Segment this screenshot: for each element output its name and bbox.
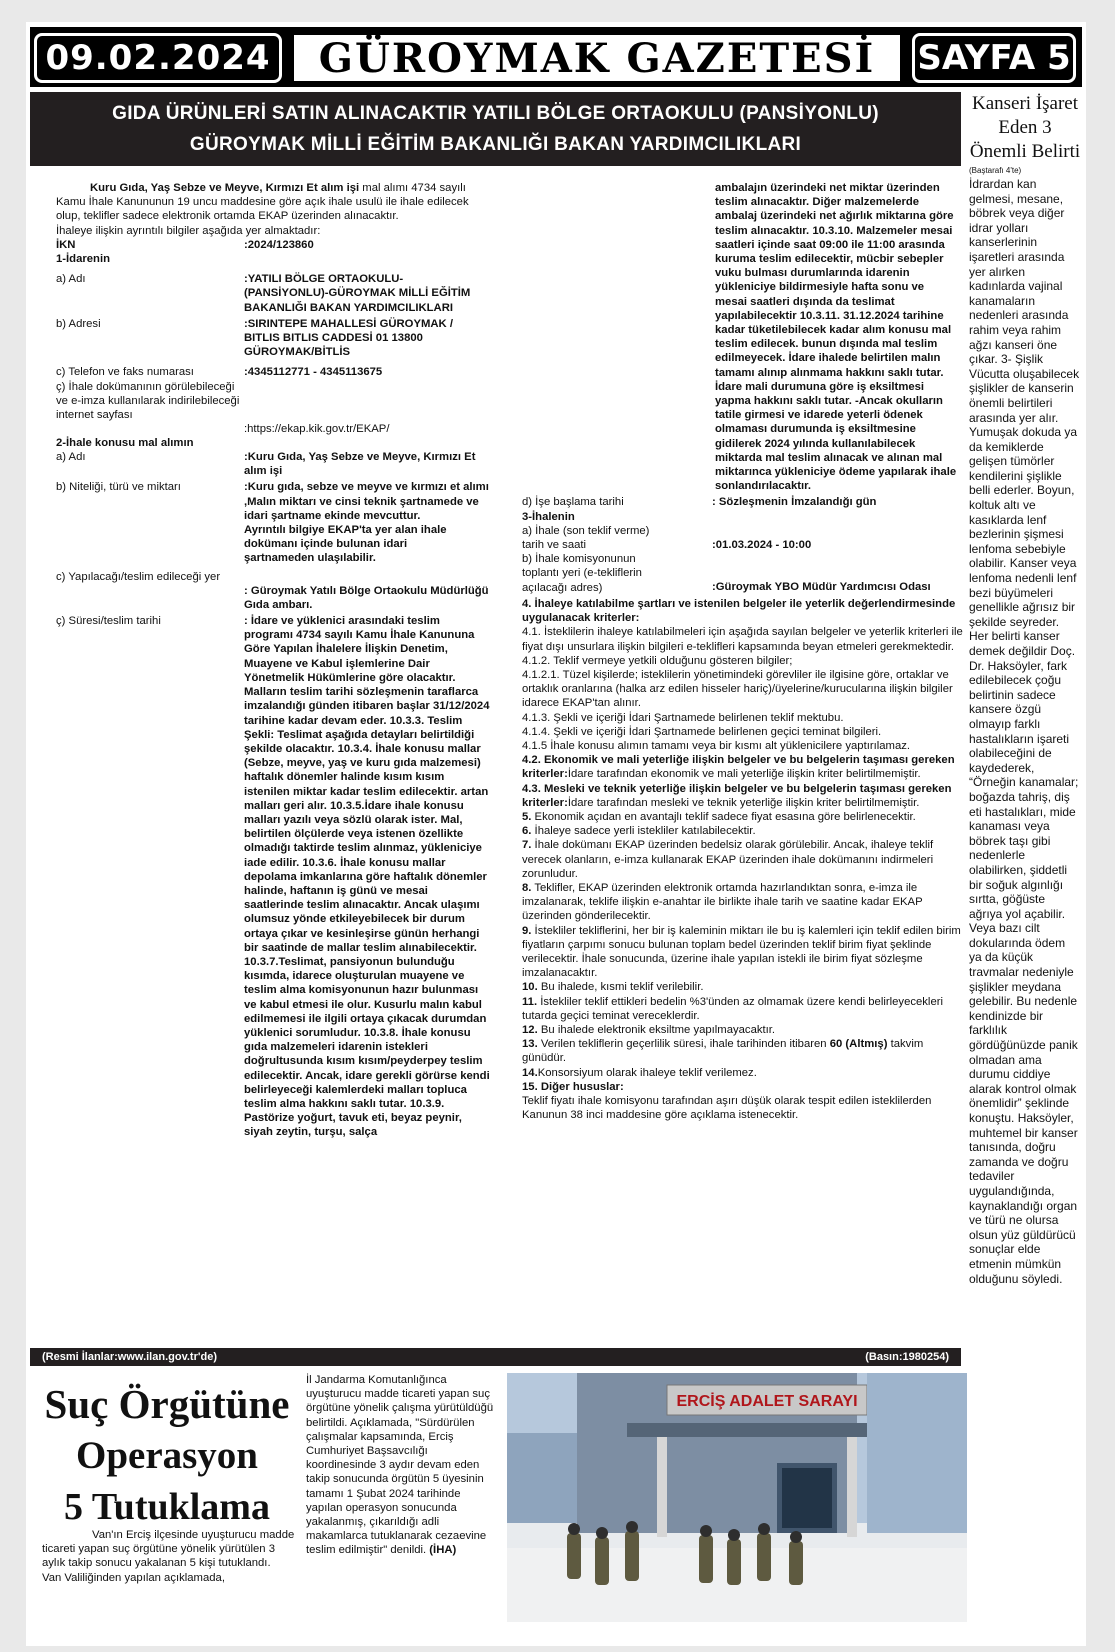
story-lead-text2: Van Valiliğinden yapılan açıklamada, xyxy=(42,1571,225,1584)
para-6: 6. İhaleye sadece yerli istekliler katılabilecektir. xyxy=(522,825,756,838)
tender-intro2: İhaleye ilişkin ayrıntılı bilgiler aşağıda yer almaktadır: xyxy=(56,224,321,237)
start-date-row: d) İşe başlama tarihi : Sözleşmenin İmzalandığı gün xyxy=(522,496,877,509)
story-headline xyxy=(36,1378,298,1532)
ad-footer xyxy=(30,1348,961,1366)
story-body xyxy=(306,1373,499,1558)
tender-ad-heading xyxy=(30,92,961,166)
delivery-place-row: c) Yapılacağı/teslim edileceği yer : Güroymak Yatılı Bölge Ortaokulu Müdürlüğü Gıda ambarı. xyxy=(56,570,489,611)
tender-venue-row: b) İhale komisyonunun toplantı yeri (e-tekliflerin açılacağı adres) :Güroymak YBO Müdür Yardımcısı Odası xyxy=(522,553,931,594)
courthouse-photo-illustration xyxy=(507,1373,967,1622)
para-4-1-3: 4.1.3. Şekli ve içeriği İdari Şartnamede belirlenen teklif mektubu. xyxy=(522,711,844,724)
para-14: 14.Konsorsiyum olarak ihaleye teklif verilemez. xyxy=(522,1066,757,1079)
para-4-1-2-1: 4.1.2.1. Tüzel kişilerde; isteklilerin yönetimindeki görevliler ile ilgisine göre, ortaklar ve ortaklık oranlarına (halka arz edilen hisseler hariç)/üyelerine/kurucularına ilişkin bilgiler idarece EKAP'tan alınır. xyxy=(522,668,953,710)
para-13: 13. Verilen tekliflerin geçerlilik süresi, ihale tarihinden itibaren 60 (Altmış) takvim günüdür. xyxy=(522,1038,924,1065)
para-9: 9. İstekliler tekliflerini, her bir iş kaleminin miktarı ile bu iş kalemleri için teklif edilen birim fiyatların çarpımı sonucu bulunan toplam bedel üzerinden teklif birim fiyat şeklinde verilecektir. İhale sonucunda, üzerine ihale yapılan istekli ile birim fiyat sözleşme imzalanacaktır. xyxy=(522,924,961,980)
sidebar-continuation-note: (Baştarafı 4'te) xyxy=(969,166,1022,175)
masthead xyxy=(30,27,1082,87)
para-8: 8. Teklifler, EKAP üzerinden elektronik ortamda hazırlandıktan sonra, e-imza ile imzalanarak, teklife ilişkin e-anahtar ile birlikte ihale tarih ve saatine kadar EKAP üzerinden gönderilecektir. xyxy=(522,881,923,923)
sidebar-article xyxy=(969,92,1081,1286)
admin-name-row: a) Adı :YATILI BÖLGE ORTAOKULU-(PANSİYONLU)-GÜROYMAK MİLLİ EĞİTİM BAKANLIĞI BAKAN YARDIMCILIKLARI xyxy=(56,273,471,314)
admin-address-row: b) Adresi :SIRINTEPE MAHALLESİ GÜROYMAK / BITLIS BITLIS CADDESİ 01 13800 GÜROYMAK/BİTLİS xyxy=(56,317,453,359)
para-4-1-5: 4.1.5 İhale konusu alımın tamamı veya bir kısmı alt yüklenicilere yaptırılamaz. xyxy=(522,739,911,752)
admin-website-row: ç) İhale dokümanının görülebileceği ve e-imza kullanılarak indirilebileceği internet sayfası :https://ekap.kik.gov.tr/EKAP/ xyxy=(56,380,390,435)
para-12: 12. Bu ihalede elektronik eksiltme yapılmayacaktır. xyxy=(522,1023,776,1036)
para-4-1-2: 4.1.2. Teklif vermeye yetkili olduğunu gösteren bilgiler; xyxy=(522,654,793,667)
para-7: 7. İhale dokümanı EKAP üzerinden bedelsiz olarak görülebilir. Ancak, ihaleye teklif verecek olanların, e-imza kullanarak EKAP üzerinden ihale dokümanını indirmeleri zorunludur. xyxy=(522,839,934,880)
para-15: Teklif fiyatı ihale komisyonu tarafından aşırı düşük olarak tespit edilen isteklilerden Kanunun 38 inci maddesine göre açıklama istenecektir. xyxy=(522,1095,932,1122)
official-ads-link: (Resmi İlanlar:www.ilan.gov.tr'de) xyxy=(42,1351,217,1363)
newspaper-title: GÜROYMAK GAZETESİ xyxy=(292,33,902,83)
courthouse-sign: ERCİŞ ADALET SARAYI xyxy=(676,1393,858,1410)
tender-datetime-row: a) İhale (son teklif verme) tarih ve saati :01.03.2024 - 10:00 xyxy=(522,524,812,552)
para-4-3: 4.3. Mesleki ve teknik yeterliğe ilişkin belgeler ve bu belgelerin taşıması gereken kriterler:İdare tarafından mesleki ve teknik yeterliğe ilişkin kriter belirtilmemiştir. xyxy=(522,782,952,809)
ikn-row: İKN :2024/123860 xyxy=(56,238,314,251)
story-body-text: İl Jandarma Komutanlığınca uyuşturucu madde ticareti yapan suç örgütüne yönelik çalışma yürütüldüğü belirtildi. Açıklamada, "Sürdürülen çalışmalar kapsamında, Erciş Cumhuriyet Başsavcılığı koordinesinde 3 aydır devam eden takip sonucunda örgütün 5 üyesinin tamamı 1 Şubat 2024 tarihinde yapılan operasyon sonucunda yakalanmış, çıkarıldığı adli makamlarca tutuklanarak cezaevine teslim edilmiştir" denildi. xyxy=(306,1374,494,1557)
item-name-row: a) Adı :Kuru Gıda, Yaş Sebze ve Meyve, Kırmızı Et alım işi xyxy=(56,451,476,478)
para-4-1: 4.1. İsteklilerin ihaleye katılabilmeleri için aşağıda sayılan belgeler ve yeterlik kriterleri ile fiyat dışı unsurlara ilişkin bilgileri e-teklifleri kapsamında beyan etmeleri gerekmektedir. xyxy=(522,626,963,653)
item-quantity-row: b) Niteliği, türü ve miktarı :Kuru gıda, sebze ve meyve ve kırmızı et alımı ,Malın miktarı ve cinsi teknik şartnamede ve idari şartname ekinde mevcuttur. Ayrıntılı bilgiye EKAP'ta yer alan ihale dokümanı içinde bulunan idari şartnameden ulaşılabilir. xyxy=(56,481,489,565)
para-15-title: 15. Diğer hususlar: xyxy=(522,1080,624,1093)
section-3-title: 3-İhalenin xyxy=(522,510,575,523)
para-4-2: 4.2. Ekonomik ve mali yeterliğe ilişkin belgeler ve bu belgelerin taşıması gereken kriterler:İdare tarafından ekonomik ve mali yeterliğe ilişkin kriter belirtilmemiştir. xyxy=(522,754,955,781)
story-lead xyxy=(42,1528,297,1585)
para-10: 10. Bu ihalede, kısmi teklif verilebilir. xyxy=(522,981,704,994)
page-number: SAYFA 5 xyxy=(912,33,1076,83)
tender-ad-right-column xyxy=(522,181,963,1122)
tender-delivery-continued: ambalajın üzerindeki net miktar üzerinden teslim alınacaktır. Diğer malzemelerde ambalaj üzerindeki net ağırlık miktarına göre teslim alınacaktır. 10.3.10. Malzemeler mesai saatleri içinde saat 09:00 ile 11:00 arasında kuruma teslim edilecektir, mücbir sebepler vuku bulması durumlarında idarenin yükleniciye bildirmesiyle hafta sonu ve mesai saatleri dışında da teslimat yapılabilecektir 10.3.11. 31.12.2024 tarihine kadar tüketilebilecek kadar alım konusu mal teslim edilecek. bunun dışında mal teslim edilmeyecek. İdare ihalede belirtilen malın tamamı alınıp alınmama hakkını saklı tutar. İdare mali durumuna göre iş eksiltmesi yapma hakkını saklı tutar. -Ancak okulların tatile girmesi ve idarede yeterli ödenek olmaması durumunda iş eksiltmesine gidilerek 2024 yılında kullanılabilecek miktarda mal teslim alınacak ve alınan mal miktarınca yükleniciye ödeme yapılarak ihale sonlandırılacaktır. xyxy=(715,182,957,493)
para-11: 11. İstekliler teklif ettikleri bedelin %3'ünden az olmamak üzere kendi belirleyecekleri tutarda geçici teminat vereceklerdir. xyxy=(522,995,943,1022)
para-5: 5. Ekonomik açıdan en avantajlı teklif sadece fiyat esasına göre belirlenecektir. xyxy=(522,810,916,823)
story-lead-text: Van'ın Erciş ilçesinde uyuşturucu madde ticareti yapan suç örgütüne yönelik yürütülen 3 aylık takip sonucu yakalanan 5 kişi tutuklandı. xyxy=(42,1529,295,1570)
news-photo xyxy=(507,1373,967,1622)
story-headline-line3: 5 Tutuklama xyxy=(64,1486,270,1528)
story-headline-line1: Suç Örgütüne xyxy=(44,1381,290,1427)
delivery-duration-row: ç) Süresi/teslim tarihi : İdare ve yüklenici arasındaki teslim programı 4734 sayılı Kamu İhale Kanununa Göre Yapılan İhalelere İlişkin Denetim, Muayene ve Kabul işlemlerine Dair Yönetmelik Hükümlerine göre olacaktır. Malların teslim tarihi sözleşmenin taraflarca imzalandığı günden itibaren başlar 31/12/2024 tarihine kadar devam eder. 10.3.3. Teslim Şekli: Teslimat aşağıda detayları belirtildiği şekilde olacaktır. 10.3.4. İhale konusu mallar (Sebze, meyve, yaş ve kuru gıda malzemesi) haftalık dönemler halinde kısım kısım istenilen miktar kadar teslim edilecektir. artan malları geri alır. 10.3.5.İdare ihale konusu malları yazılı veya sözlü olarak ister. Mal, belirtilen ölçülerde veya istenen özellikte olmadığı taktirde teslim alınmaz, yükleniciye iade edilir. 10.3.6. İhale konusu mallar depolama imkanlarına göre haftalık dönemler halinde, haftanın iş günü ve mesai saatlerinde teslim alınacaktır. Ancak ulaşımı olumsuz yönde etkileyebilecek bir durum ortaya çıkar ve kesinleşirse günün herhangi bir saatinde de mallar teslim alınabilecektir. 10.3.7.Teslimat, pansiyonun bulunduğu kısımda, idarece oluşturulan muayene ve teslim alma komisyonunun hazır bulunması ve kabul etmesi ile olur. Kusurlu malın kabul edilmemesi ile ilgili ortaya çıkacak durumdan yüklenici sorumludur. 10.3.8. İhale konusu gıda malzemeleri idarenin istekleri doğrultusunda kısım kısım/peyderpey teslim edilecektir. Ancak, idare gerekli görürse kendi belirleyeceği kalemlerdeki malları topluca teslim alma hakkını saklı tutar. 10.3.9. Pastörize yoğurt, tavuk eti, beyaz peynir, siyah zeytin, turşu, salça xyxy=(56,615,490,1139)
section-1-title: 1-İdarenin xyxy=(56,253,110,266)
tender-ad-left-column xyxy=(56,181,496,1140)
section-2-title: 2-İhale konusu mal alımın xyxy=(56,436,194,449)
story-headline-line2: Operasyon xyxy=(75,1434,258,1477)
story-source: (İHA) xyxy=(429,1544,457,1557)
sidebar-article-body: İdrardan kan gelmesi, mesane, böbrek veya diğer idrar yolları kanserlerinin işaretleri arasında yer alırken kadınlarda vajinal kanamaların nedenleri arasında rahim veya rahim ağzı kanseri öne çıkar. 3- Şişlik Vücutta oluşabilecek şişlikler de kanserin önemli belirtileri arasında yer alır. Yumuşak dokuda ya da kemiklerde gelişen tümörler kendilerini şişlikle belli ederler. Boyun, koltuk altı ve kasıklarda lenf bezlerinin şişmesi lenfoma sebebiyle olabilir. Kanser veya lenfoma nedenli lenf bezi büyümeleri genellikle ağrısız bir şekilde seyreder. Her belirti kanser demek değildir Doç. Dr. Haksöyler, fark edilebilecek çoğu belirtinin sadece kansere özgü olmayıp farklı hastalıkların işareti olabileceğini de kaydederek, “Örneğin kanamalar; boğazda tahriş, diş eti hastalıkları, mide kanaması veya böbrek taşı gibi nedenlerle olabilirken, şiddetli bir soğuk algınlığı sırtta, göğüste ağrıya yol açabilir. Veya bazı cilt dokularında ödem ya da küçük travmalar nedeniyle şişlikler meydana gelebilir. Bu nedenle kendinizde bir farklılık gördüğünüzde panik olmadan ama durumu ciddiye alarak kontrol olmak önemlidir” şeklinde konuştu. Haksöyler, muhtemel bir kanser tanısında, doğru zamanda ve doğru tedaviler uygulandığında, kaynaklandığı organ ve türü ne olursa olsun yüz güldürücü sonuçlar elde etmenin mümkün olduğunu söyledi. xyxy=(969,177,1080,1286)
issue-date: 09.02.2024 xyxy=(34,33,282,83)
para-4-1-4: 4.1.4. Şekli ve içeriği İdari Şartnamede belirlenen geçici teminat bilgileri. xyxy=(522,725,882,738)
admin-phone-row: c) Telefon ve faks numarası :4345112771 - 4345113675 xyxy=(56,366,383,379)
section-4-title: 4. İhaleye katılabilme şartları ve istenilen belgeler ile yeterlik değerlendirmesinde uygulanacak kriterler: xyxy=(522,597,956,625)
tender-ad-heading-line1: GIDA ÜRÜNLERİ SATIN ALINACAKTIR YATILI BÖLGE ORTAOKULU (PANSİYONLU) xyxy=(112,103,879,124)
tender-intro: Kuru Gıda, Yaş Sebze ve Meyve, Kırmızı Et alım işi mal alımı 4734 sayılı Kamu İhale Kanununun 19 uncu maddesine göre açık ihale usulü ile ihale edilecek olup, teklifler sadece elektronik ortamda EKAP üzerinden alınacaktır. xyxy=(56,182,469,223)
tender-ad-heading-line2: GÜROYMAK MİLLİ EĞİTİM BAKANLIĞI BAKAN YARDIMCILIKLARI xyxy=(189,134,802,155)
press-code: (Basın:1980254) xyxy=(865,1351,949,1363)
sidebar-article-title: Kanseri İşaret Eden 3 Önemli Belirti xyxy=(969,93,1081,162)
